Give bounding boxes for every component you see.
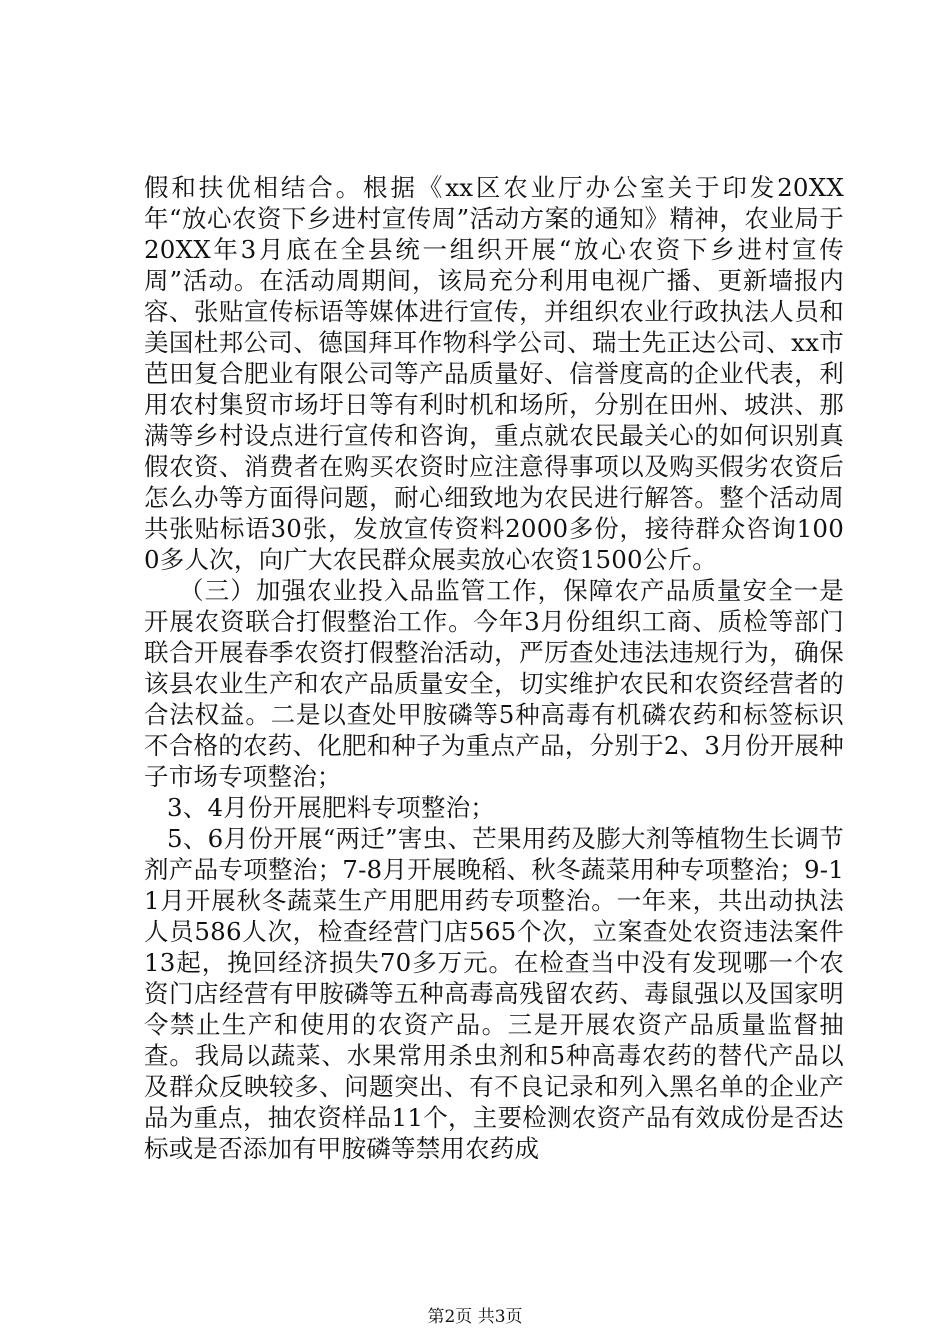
paragraph-publicity-week: 假和扶优相结合。根据《xx区农业厅办公室关于印发20XX年“放心农资下乡进村宣传周”活动方案的通知》精神，农业局于20XX年3月底在全县统一组织开展“放心农资下乡进村宣传周”活动。在活动周期间，该局充分利用电视广播、更新墙报内容、张贴宣传标语等媒体进行宣传，并组织农业行政执法人员和美国杜邦公司、德国拜耳作物科学公司、瑞士先正达公司、xx市芭田复合肥业有限公司等产品质量好、信誉度高的企业代表，利用农村集贸市场圩日等有利时机和场所，分别在田州、坡洪、那满等乡村设点进行宣传和咨询，重点就农民最关心的如何识别真假农资、消费者在购买农资时应注意得事项以及购买假劣农资后怎么办等方面得问题，耐心细致地为农民进行解答。整个活动周共张贴标语30张，发放宣传资料2000多份，接待群众咨询1000多人次，向广大农民群众展卖放心农资1500公斤。 [144,173,844,574]
paragraph-pesticide-rectification: 5、6月份开展“两迁”害虫、芒果用药及膨大剂等植物生长调节剂产品专项整治；7-8月开展晚稻、秋冬蔬菜用种专项整治；9-11月开展秋冬蔬菜生产用肥用药专项整治。一年来，共出动执法人员586人次，检查经营门店565个次，立案查处农资违法案件13起，挽回经济损失70多万元。在检查当中没有发现哪一个农资门店经营有甲胺磷等五种高毒高残留农药、毒鼠强以及国家明令禁止生产和使用的农资产品。三是开展农资产品质量监督抽查。我局以蔬菜、水果常用杀虫剂和5种高毒农药的替代产品以及群众反映较多、问题突出、有不良记录和列入黑名单的企业产品为重点，抽农资样品11个，主要检测农资产品有效成份是否达标或是否添加有甲胺磷等禁用农药成 [144,824,844,1163]
page-footer: 第2页 共3页 [427,1307,523,1327]
document-page [144,172,844,1164]
paragraph-supervision: （三）加强农业投入品监管工作，保障农产品质量安全一是开展农资联合打假整治工作。今年3月份组织工商、质检等部门联合开展春季农资打假整治活动，严厉查处违法违规行为，确保该县农业生产和农产品质量安全，切实维护农民和农资经营者的合法权益。二是以查处甲胺磷等5种高毒有机磷农药和标签标识不合格的农药、化肥和种子为重点产品，分别于2、3月份开展种子市场专项整治； [144,576,844,791]
paragraph-fertilizer: 3、4月份开展肥料专项整治； [167,793,495,822]
